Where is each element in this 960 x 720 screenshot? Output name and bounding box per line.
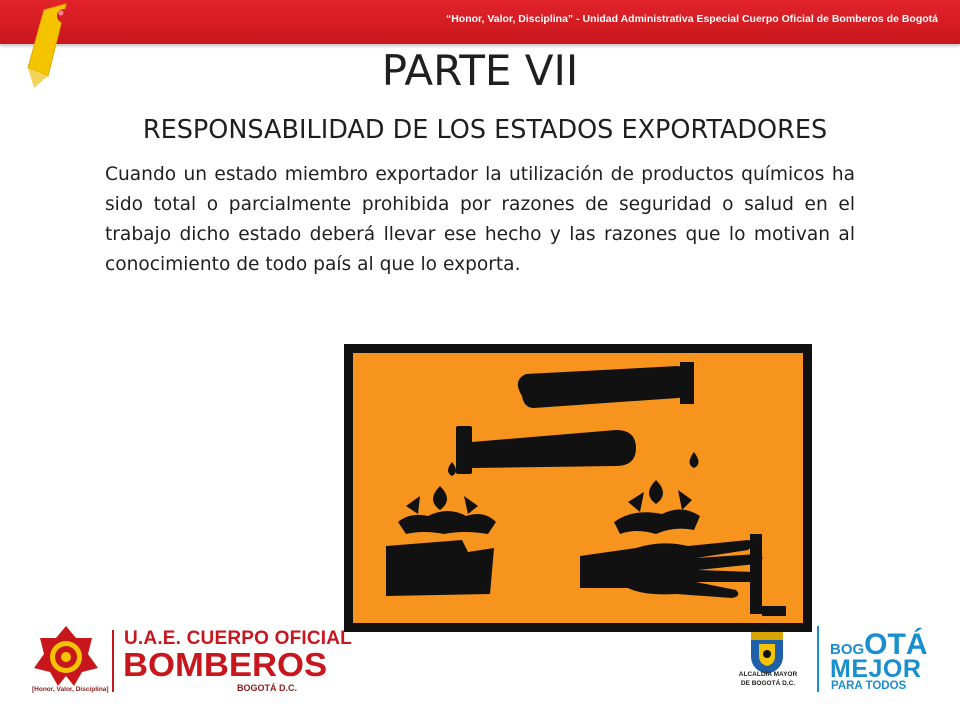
- bomberos-line2: BOMBEROS: [123, 646, 328, 683]
- alcaldia-line1: ALCALDÍA MAYOR: [738, 671, 798, 678]
- header-bar: [0, 0, 960, 44]
- bogota-para-todos: PARA TODOS: [831, 680, 907, 692]
- slide-title: PARTE VII: [381, 46, 579, 95]
- bomberos-logo: [32, 624, 352, 700]
- fire-department-seal-icon: [32, 624, 100, 688]
- alcaldia-divider: [817, 626, 819, 692]
- bomberos-seal-caption: [Honor, Valor, Disciplina]: [32, 686, 109, 693]
- bogota-word-big: OTÁ: [864, 628, 928, 661]
- alcaldia-bogota-logo: [735, 622, 935, 702]
- header-motto: “Honor, Valor, Disciplina” - Unidad Administrativa Especial Cuerpo Oficial de Bomberos de Bogotá: [445, 13, 938, 25]
- bogota-mejor: MEJOR: [830, 655, 922, 683]
- slide-body-text: Cuando un estado miembro exportador la utilización de productos químicos ha sido total o parcialmente prohibida por razones de seguridad o salud en el trabajo dicho estado deberá llevar ese hecho y las razones que lo motivan al conocimiento de todo país al que lo exporta.: [105, 164, 855, 275]
- slide-subtitle: RESPONSABILIDAD DE LOS ESTADOS EXPORTADORES: [142, 115, 828, 145]
- bomberos-divider: [112, 630, 114, 692]
- bomberos-line3: BOGOTÁ D.C.: [237, 683, 297, 693]
- alcaldia-line2: DE BOGOTÁ D.C.: [740, 680, 796, 687]
- corrosive-hazard-icon: [344, 344, 812, 632]
- bogota-word-small: BOG: [830, 641, 865, 658]
- bomberos-line1: U.A.E. CUERPO OFICIAL: [124, 628, 352, 649]
- alcaldia-caption: [735, 670, 801, 688]
